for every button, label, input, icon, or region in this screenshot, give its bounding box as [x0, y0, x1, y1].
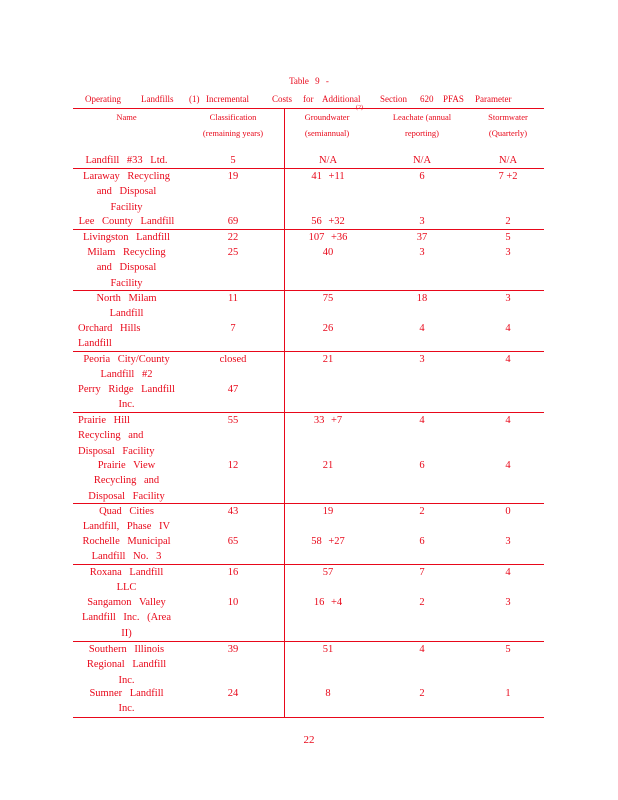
- row-classification: 69: [227, 216, 239, 227]
- row-classification: 7: [230, 323, 236, 334]
- row-stormwater: 4: [505, 460, 511, 471]
- row-stormwater: 0: [505, 506, 511, 517]
- row-groundwater: 16 +4: [313, 597, 343, 608]
- row-leachate: 6: [419, 536, 425, 547]
- caption-word: Costs: [272, 94, 293, 104]
- row-leachate: 4: [419, 644, 425, 655]
- table-title: Table 9 -: [289, 76, 329, 86]
- caption-word: for: [303, 94, 314, 104]
- row-name: Laraway Recycling and Disposal Facility: [83, 171, 170, 213]
- row-stormwater: 3: [505, 536, 511, 547]
- caption-word: 620: [420, 94, 434, 104]
- row-leachate: 2: [419, 597, 425, 608]
- row-classification: 24: [227, 688, 239, 699]
- row-stormwater: 4: [505, 354, 511, 365]
- row-leachate: 7: [419, 567, 425, 578]
- row-stormwater: 3: [505, 597, 511, 608]
- row-stormwater: 2: [505, 216, 511, 227]
- row-classification: 12: [227, 460, 239, 471]
- row-groundwater: 58 +27: [311, 536, 345, 547]
- caption-word: Incremental: [206, 94, 249, 104]
- row-groundwater: 40: [322, 247, 334, 258]
- row-name: Lee County Landfill: [78, 216, 175, 227]
- row-name: Sumner Landfill Inc.: [89, 688, 164, 715]
- row-classification: 55: [227, 415, 239, 426]
- header-footnote-mark: (2): [356, 105, 363, 111]
- row-groundwater: 33 +7: [313, 415, 343, 426]
- row-stormwater: 7 +2: [498, 171, 518, 182]
- caption-word: Operating: [85, 94, 121, 104]
- row-name: North Milam Landfill: [96, 293, 157, 320]
- row-stormwater: 5: [505, 644, 511, 655]
- caption-word: Landfills: [141, 94, 174, 104]
- caption-word: Section: [380, 94, 407, 104]
- column-header-groundwater: Groundwater (semiannual): [304, 112, 350, 138]
- column-header-leachate: Leachate (annual reporting): [392, 112, 452, 138]
- column-header-classification: Classification (remaining years): [202, 112, 264, 138]
- row-groundwater: 8: [325, 688, 331, 699]
- row-stormwater: 1: [505, 688, 511, 699]
- row-groundwater: N/A: [318, 155, 338, 166]
- row-classification: 5: [230, 155, 236, 166]
- table-rule: [73, 717, 544, 718]
- row-leachate: 2: [419, 506, 425, 517]
- row-classification: 25: [227, 247, 239, 258]
- row-stormwater: 4: [505, 567, 511, 578]
- row-leachate: 4: [419, 323, 425, 334]
- row-leachate: 3: [419, 354, 425, 365]
- caption-word: (1): [189, 94, 200, 104]
- page-number: 22: [303, 734, 315, 746]
- row-leachate: 3: [419, 247, 425, 258]
- row-groundwater: 51: [322, 644, 334, 655]
- row-groundwater: 21: [322, 354, 334, 365]
- row-name: Prairie View Recycling and Disposal Facility: [88, 460, 165, 502]
- row-leachate: 4: [419, 415, 425, 426]
- row-leachate: 6: [419, 460, 425, 471]
- row-classification: 10: [227, 597, 239, 608]
- row-classification: 43: [227, 506, 239, 517]
- row-groundwater: 19: [322, 506, 334, 517]
- row-groundwater: 56 +32: [311, 216, 345, 227]
- row-stormwater: 3: [505, 293, 511, 304]
- row-leachate: 6: [419, 171, 425, 182]
- row-stormwater: 5: [505, 232, 511, 243]
- row-leachate: N/A: [412, 155, 432, 166]
- row-classification: 65: [227, 536, 239, 547]
- row-classification: 11: [227, 293, 239, 304]
- row-classification: 39: [227, 644, 239, 655]
- row-classification: closed: [219, 354, 247, 365]
- row-name: Milam Recycling and Disposal Facility: [87, 247, 166, 289]
- row-groundwater: 75: [322, 293, 334, 304]
- row-name: Quad Cities Landfill, Phase IV: [82, 506, 171, 533]
- row-classification: 16: [227, 567, 239, 578]
- row-classification: 19: [227, 171, 239, 182]
- row-stormwater: N/A: [498, 155, 518, 166]
- row-name: Peoria City/County Landfill #2: [83, 354, 170, 381]
- row-stormwater: 3: [505, 247, 511, 258]
- row-groundwater: 21: [322, 460, 334, 471]
- caption-word: PFAS: [443, 94, 464, 104]
- row-name: Roxana Landfill LLC: [89, 567, 164, 594]
- row-leachate: 37: [416, 232, 428, 243]
- row-leachate: 2: [419, 688, 425, 699]
- row-leachate: 18: [416, 293, 428, 304]
- row-stormwater: 4: [505, 415, 511, 426]
- row-groundwater: 107 +36: [308, 232, 348, 243]
- row-name: Livingston Landfill: [83, 232, 170, 243]
- caption-word: Parameter: [475, 94, 512, 104]
- row-groundwater: 26: [322, 323, 334, 334]
- row-classification: 22: [227, 232, 239, 243]
- caption-word: Additional: [322, 94, 361, 104]
- column-header-stormwater: Stormwater (Quarterly): [488, 112, 528, 138]
- row-groundwater: 57: [322, 567, 334, 578]
- row-name: Rochelle Municipal Landfill No. 3: [82, 536, 171, 563]
- row-classification: 47: [227, 384, 239, 395]
- row-stormwater: 4: [505, 323, 511, 334]
- row-name: Southern Illinois Regional Landfill Inc.: [86, 644, 167, 686]
- row-name: Sangamon Valley Landfill Inc. (Area II): [81, 597, 171, 639]
- row-name: Orchard Hills Landfill: [78, 323, 141, 350]
- row-name: Landfill #33 Ltd.: [85, 155, 168, 166]
- table-caption: [85, 94, 511, 104]
- row-name: Prairie Hill Recycling and Disposal Facility: [78, 415, 155, 457]
- row-leachate: 3: [419, 216, 425, 227]
- row-groundwater: 41 +11: [311, 171, 345, 182]
- column-header-name: Name: [116, 112, 137, 122]
- row-name: Perry Ridge Landfill Inc.: [78, 384, 175, 411]
